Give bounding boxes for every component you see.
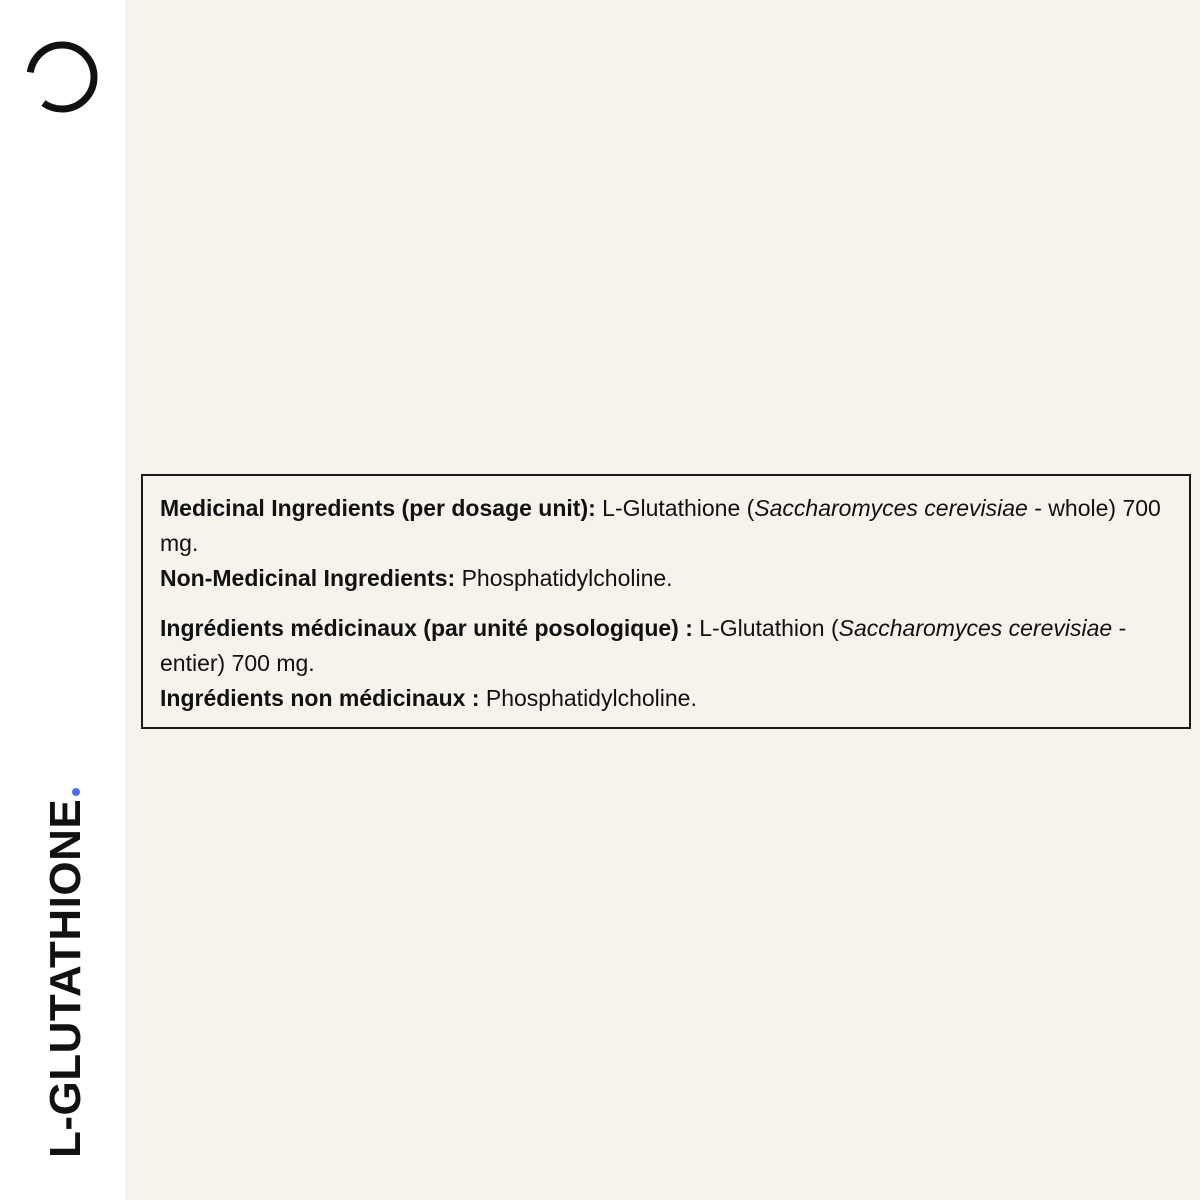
medicinal-value-suffix-fr: - entier) 700 mg. <box>160 615 1127 676</box>
non-medicinal-label-en: Non-Medicinal Ingredients: <box>160 565 456 591</box>
non-medicinal-label-fr: Ingrédients non médicinaux : <box>160 685 480 711</box>
medicinal-value-suffix-en: - whole) 700 mg. <box>160 495 1161 556</box>
product-name: L-GLUTATHIONE <box>41 798 90 1158</box>
sidebar <box>0 0 125 1200</box>
medicinal-value-prefix-fr: L-Glutathion ( <box>692 615 839 641</box>
non-medicinal-ingredients-fr <box>160 681 1172 716</box>
ingredients-box <box>141 474 1191 729</box>
main-panel <box>125 0 1200 1200</box>
medicinal-source-en: Saccharomyces cerevisiae <box>754 495 1028 521</box>
product-name-vertical <box>41 788 90 1158</box>
medicinal-label-en: Medicinal Ingredients (per dosage unit): <box>160 495 596 521</box>
ingredients-english <box>160 491 1172 596</box>
open-ring-logo-icon <box>24 39 100 115</box>
non-medicinal-value-fr: Phosphatidylcholine. <box>479 685 697 711</box>
medicinal-source-fr: Saccharomyces cerevisiae <box>838 615 1113 641</box>
medicinal-label-fr: Ingrédients médicinaux (par unité posologique) : <box>160 615 693 641</box>
medicinal-ingredients-en <box>160 491 1172 561</box>
medicinal-value-prefix-en: L-Glutathione ( <box>595 495 755 521</box>
non-medicinal-ingredients-en <box>160 561 1172 596</box>
medicinal-ingredients-fr <box>160 611 1172 681</box>
ingredients-french <box>160 611 1172 716</box>
non-medicinal-value-en: Phosphatidylcholine. <box>455 565 673 591</box>
accent-dot <box>72 788 80 796</box>
